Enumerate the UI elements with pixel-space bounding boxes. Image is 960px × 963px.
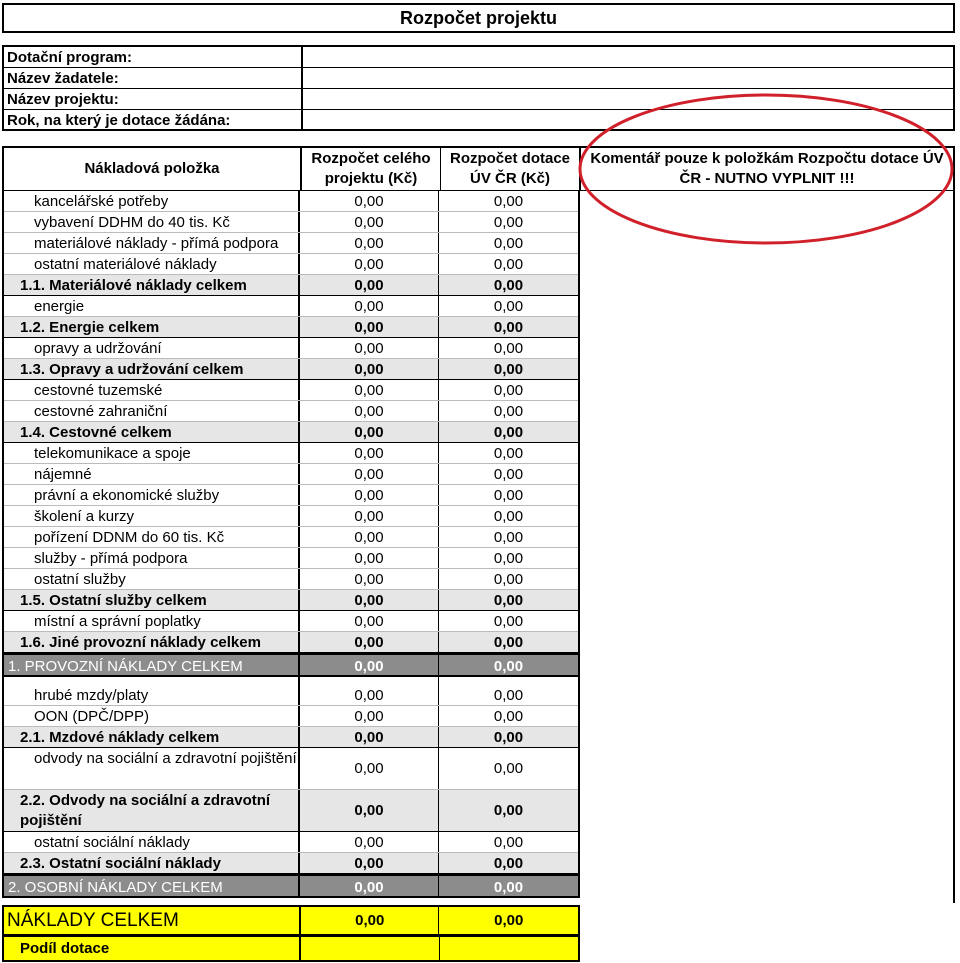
subsidy-share-subsidy-value: [440, 937, 579, 960]
subsidy-budget-cell[interactable]: 0,00: [493, 687, 524, 704]
table-row: [4, 338, 578, 359]
row-label: školení a kurzy: [4, 506, 300, 526]
subsidy-budget-cell[interactable]: 0,00: [493, 708, 524, 725]
spacer-cell: [439, 677, 578, 685]
table-row: [4, 611, 578, 632]
table-row: [4, 485, 578, 506]
subsidy-budget-cell[interactable]: 0,00: [493, 466, 524, 483]
project-budget-cell[interactable]: 0,00: [300, 706, 439, 726]
subsidy-share-project-value: [301, 937, 440, 960]
row-label: 1.3. Opravy a udržování celkem: [4, 359, 300, 379]
subsidy-budget-cell[interactable]: 0,00: [493, 340, 524, 357]
project-budget-cell[interactable]: 0,00: [300, 464, 439, 484]
table-row: [4, 212, 578, 233]
project-budget-cell[interactable]: 0,00: [300, 685, 439, 705]
budget-rows: [2, 191, 580, 898]
table-row: [4, 506, 578, 527]
comment-column[interactable]: [580, 191, 955, 903]
subsidy-budget-cell[interactable]: 0,00: [493, 613, 524, 630]
project-budget-cell[interactable]: 0,00: [300, 548, 439, 568]
table-row: [4, 569, 578, 590]
program-value-cell[interactable]: [303, 47, 953, 68]
section-spacer: [4, 677, 578, 685]
subsidy-budget-cell[interactable]: 0,00: [493, 729, 524, 746]
section-total-row: [4, 874, 578, 898]
table-row: [4, 191, 578, 212]
section-total-row: [4, 653, 578, 677]
table-row: [4, 706, 578, 727]
project-budget-cell[interactable]: 0,00: [300, 485, 439, 505]
subtotal-row: [4, 727, 578, 748]
grand-total-subsidy-value: 0,00: [494, 912, 524, 929]
project-budget-cell[interactable]: 0,00: [300, 338, 439, 358]
project-budget-cell[interactable]: 0,00: [300, 590, 439, 610]
subsidy-budget-cell[interactable]: 0,00: [493, 445, 524, 462]
project-info-labels: [4, 47, 303, 129]
project-budget-cell[interactable]: 0,00: [300, 655, 439, 675]
applicant-label: Název žadatele:: [4, 68, 301, 89]
subsidy-budget-cell[interactable]: 0,00: [493, 592, 524, 609]
row-label: 1.5. Ostatní služby celkem: [4, 590, 300, 610]
row-label: ostatní sociální náklady: [4, 832, 300, 852]
row-label: 2. OSOBNÍ NÁKLADY CELKEM: [4, 876, 300, 896]
row-label: cestovné tuzemské: [4, 380, 300, 400]
header-subsidy-budget: Rozpočet dotace ÚV ČR (Kč): [441, 148, 581, 190]
table-row: [4, 548, 578, 569]
project-budget-cell[interactable]: 0,00: [300, 359, 439, 379]
table-row: [4, 748, 578, 790]
subsidy-budget-cell[interactable]: 0,00: [493, 834, 524, 851]
project-budget-cell[interactable]: 0,00: [300, 317, 439, 337]
subsidy-budget-cell[interactable]: 0,00: [493, 550, 524, 567]
project-budget-cell[interactable]: 0,00: [300, 443, 439, 463]
subtotal-row: [4, 790, 578, 832]
row-label: OON (DPČ/DPP): [4, 706, 300, 726]
subsidy-share-row: [2, 935, 580, 962]
subsidy-budget-cell[interactable]: 0,00: [493, 382, 524, 399]
subsidy-budget-cell[interactable]: 0,00: [493, 508, 524, 525]
project-budget-cell[interactable]: 0,00: [300, 569, 439, 589]
project-budget-cell[interactable]: 0,00: [300, 506, 439, 526]
subsidy-budget-cell[interactable]: 0,00: [493, 256, 524, 273]
table-row: [4, 527, 578, 548]
project-budget-cell[interactable]: 0,00: [300, 611, 439, 631]
year-label: Rok, na který je dotace žádána:: [7, 112, 231, 129]
subsidy-budget-cell[interactable]: 0,00: [493, 277, 524, 294]
header-comment: Komentář pouze k položkám Rozpočtu dotace ÚV ČR - NUTNO VYPLNIT !!!: [590, 150, 944, 187]
project-info-block: [2, 45, 955, 131]
subsidy-budget-cell[interactable]: 0,00: [493, 487, 524, 504]
table-row: [4, 254, 578, 275]
table-row: [4, 464, 578, 485]
subsidy-budget-cell[interactable]: 0,00: [493, 855, 524, 872]
subsidy-budget-cell[interactable]: 0,00: [493, 193, 524, 210]
table-row: [4, 401, 578, 422]
subsidy-budget-cell[interactable]: 0,00: [493, 759, 524, 777]
row-label: hrubé mzdy/platy: [4, 685, 300, 705]
sheet-title: Rozpočet projektu: [2, 3, 955, 33]
row-label: 2.2. Odvody na sociální a zdravotní pojištění: [4, 790, 300, 831]
row-label: ostatní materiálové náklady: [4, 254, 300, 274]
row-label: místní a správní poplatky: [4, 611, 300, 631]
row-label: 2.1. Mzdové náklady celkem: [4, 727, 300, 747]
row-label: cestovné zahraniční: [4, 401, 300, 421]
subtotal-row: [4, 422, 578, 443]
row-label: 2.3. Ostatní sociální náklady: [4, 853, 300, 873]
project-budget-cell[interactable]: 0,00: [300, 254, 439, 274]
row-label: 1.1. Materiálové náklady celkem: [4, 275, 300, 295]
project-budget-cell[interactable]: 0,00: [300, 212, 439, 232]
header-total-budget: Rozpočet celého projektu (Kč): [302, 148, 441, 190]
subsidy-budget-cell[interactable]: 0,00: [493, 658, 524, 675]
grand-total-project-value: 0,00: [301, 907, 440, 934]
subtotal-row: [4, 632, 578, 653]
project-budget-cell[interactable]: 0,00: [300, 380, 439, 400]
row-label: pořízení DDNM do 60 tis. Kč: [4, 527, 300, 547]
table-row: [4, 685, 578, 706]
project-budget-cell[interactable]: 0,00: [300, 876, 439, 896]
table-row: [4, 296, 578, 317]
row-label: nájemné: [4, 464, 300, 484]
project-budget-cell[interactable]: 0,00: [300, 233, 439, 253]
row-label: 1.2. Energie celkem: [4, 317, 300, 337]
subsidy-budget-cell[interactable]: 0,00: [493, 634, 524, 651]
project-info-values: [303, 47, 953, 129]
row-label: energie: [4, 296, 300, 316]
table-header: [2, 146, 955, 191]
subtotal-row: [4, 359, 578, 380]
header-item: Nákladová položka: [4, 148, 302, 190]
applicant-value-cell[interactable]: [303, 68, 953, 89]
year-value-cell[interactable]: [303, 110, 953, 131]
project-name-value-cell[interactable]: [303, 89, 953, 110]
row-label: kancelářské potřeby: [4, 191, 300, 211]
project-budget-cell[interactable]: 0,00: [300, 422, 439, 442]
project-budget-cell[interactable]: 0,00: [300, 853, 439, 873]
subsidy-budget-cell[interactable]: 0,00: [493, 529, 524, 546]
project-budget-cell[interactable]: 0,00: [300, 191, 439, 211]
subsidy-budget-cell[interactable]: 0,00: [493, 214, 524, 231]
row-label: vybavení DDHM do 40 tis. Kč: [4, 212, 300, 232]
program-label: Dotační program:: [4, 47, 301, 68]
subtotal-row: [4, 317, 578, 338]
row-label: 1.6. Jiné provozní náklady celkem: [4, 632, 300, 652]
row-label: opravy a udržování: [4, 338, 300, 358]
project-budget-cell[interactable]: 0,00: [300, 401, 439, 421]
spacer-cell: [4, 677, 300, 685]
project-budget-cell[interactable]: 0,00: [300, 790, 439, 831]
subtotal-row: [4, 853, 578, 874]
subsidy-budget-cell[interactable]: 0,00: [493, 319, 524, 336]
row-label: materiálové náklady - přímá podpora: [4, 233, 300, 253]
subsidy-budget-cell[interactable]: 0,00: [493, 403, 524, 420]
subtotal-row: [4, 590, 578, 611]
spacer-cell: [300, 677, 439, 685]
row-label: 1. PROVOZNÍ NÁKLADY CELKEM: [4, 655, 300, 675]
subtotal-row: [4, 275, 578, 296]
project-budget-cell[interactable]: 0,00: [300, 632, 439, 652]
subsidy-budget-cell[interactable]: 0,00: [493, 879, 524, 896]
project-budget-cell[interactable]: 0,00: [300, 832, 439, 852]
subsidy-budget-cell[interactable]: 0,00: [493, 571, 524, 588]
row-label: ostatní služby: [4, 569, 300, 589]
subsidy-budget-cell[interactable]: 0,00: [493, 235, 524, 252]
subsidy-budget-cell[interactable]: 0,00: [493, 801, 524, 819]
project-budget-cell[interactable]: 0,00: [300, 527, 439, 547]
project-budget-cell[interactable]: 0,00: [300, 296, 439, 316]
project-budget-cell[interactable]: 0,00: [300, 748, 439, 789]
subsidy-budget-cell[interactable]: 0,00: [493, 298, 524, 315]
grand-total-row: [2, 905, 580, 935]
row-label: služby - přímá podpora: [4, 548, 300, 568]
project-budget-cell[interactable]: 0,00: [300, 275, 439, 295]
project-name-label: Název projektu:: [4, 89, 301, 110]
row-label: telekomunikace a spoje: [4, 443, 300, 463]
subsidy-budget-cell[interactable]: 0,00: [493, 361, 524, 378]
row-label: právní a ekonomické služby: [4, 485, 300, 505]
table-row: [4, 832, 578, 853]
grand-total-label: NÁKLADY CELKEM: [4, 907, 301, 934]
table-row: [4, 380, 578, 401]
project-budget-cell[interactable]: 0,00: [300, 727, 439, 747]
table-row: [4, 443, 578, 464]
row-label: 1.4. Cestovné celkem: [4, 422, 300, 442]
subsidy-share-label: Podíl dotace: [4, 937, 301, 960]
table-row: [4, 233, 578, 254]
row-label: odvody na sociální a zdravotní pojištění: [4, 748, 300, 789]
subsidy-budget-cell[interactable]: 0,00: [493, 424, 524, 441]
